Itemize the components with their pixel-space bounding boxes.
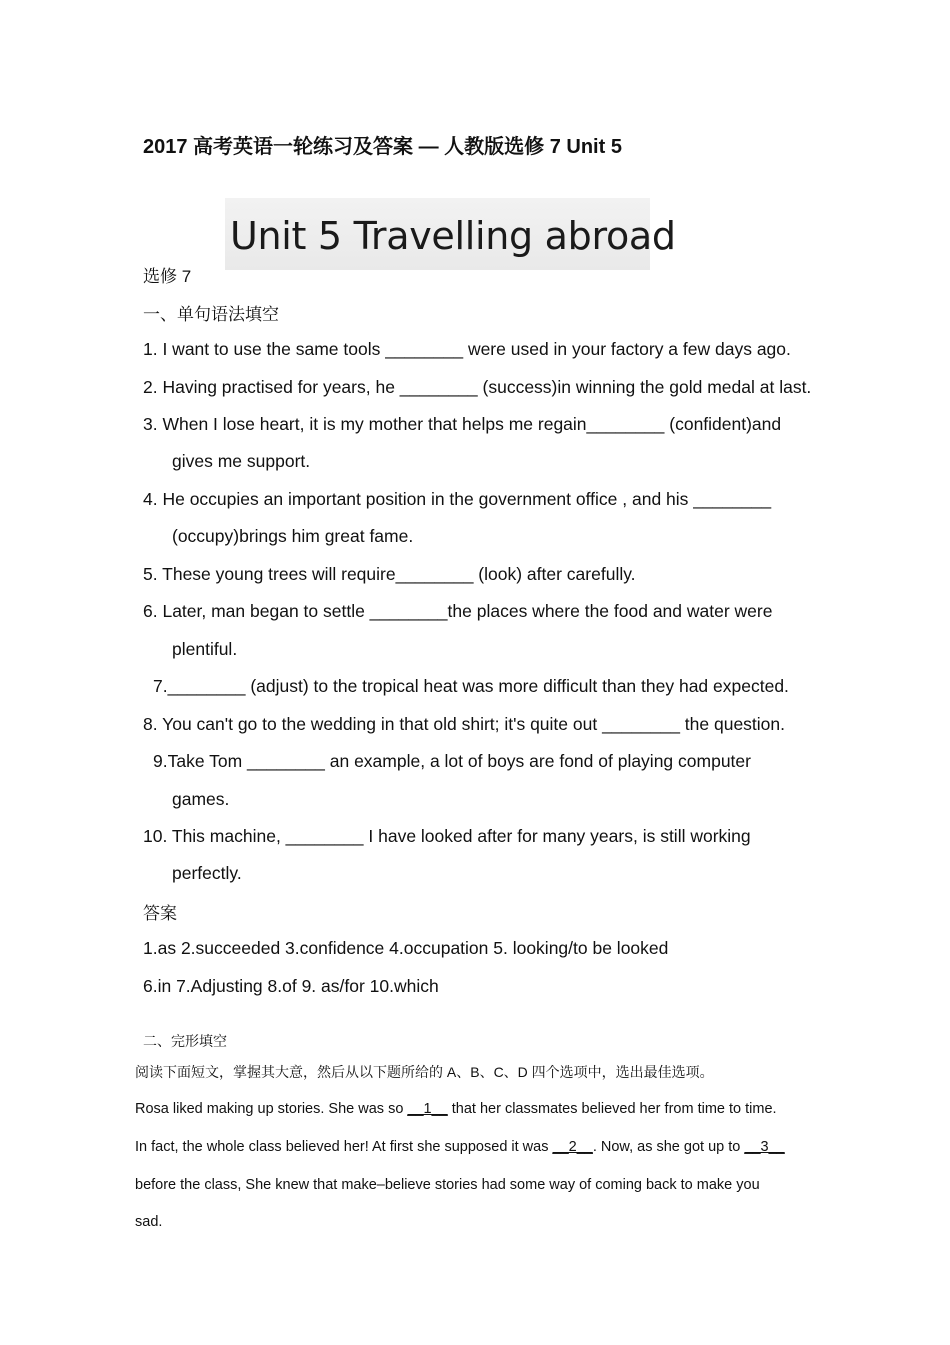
section1-heading: 一、单句语法填空 <box>143 305 279 324</box>
passage-line-4: sad. <box>135 1214 163 1230</box>
cloze-instruction: 阅读下面短文，掌握其大意，然后从以下题所给的 A、B、C、D 四个选项中，选出最佳选项。 <box>135 1064 714 1080</box>
passage-line-3: before the class, She knew that make–believe stories had some way of coming back to make you <box>135 1177 760 1193</box>
module-label: 选修 7 <box>143 267 192 286</box>
unit-banner <box>225 198 676 270</box>
answers-heading: 答案 <box>143 904 177 923</box>
passage-text: . Now, as she got up to <box>592 1139 745 1155</box>
passage-text: that her classmates believed her from time to time. <box>447 1101 777 1117</box>
blank-3: __3__ <box>744 1139 785 1155</box>
passage-line-1 <box>135 1101 777 1117</box>
question-7: 7.________ (adjust) to the tropical heat was more difficult than they had expected. <box>153 676 789 696</box>
question-5: 5. These young trees will require________ (look) after carefully. <box>143 564 636 584</box>
section2-heading: 二、完形填空 <box>143 1033 227 1049</box>
question-10-cont: perfectly. <box>172 863 242 883</box>
answers-line-2: 6.in 7.Adjusting 8.of 9. as/for 10.which <box>143 976 439 996</box>
blank-1: __1__ <box>407 1101 448 1117</box>
passage-text: Rosa liked making up stories. She was so <box>135 1101 408 1117</box>
question-8: 8. You can't go to the wedding in that old shirt; it's quite out ________ the question. <box>143 714 786 734</box>
question-9: 9.Take Tom ________ an example, a lot of boys are fond of playing computer <box>153 751 751 771</box>
question-3-cont: gives me support. <box>172 451 311 471</box>
question-6: 6. Later, man began to settle ________the places where the food and water were <box>143 601 773 621</box>
question-1: 1. I want to use the same tools ________ were used in your factory a few days ago. <box>143 339 791 359</box>
question-4-cont: (occupy)brings him great fame. <box>172 526 414 546</box>
passage-line-2 <box>135 1139 785 1155</box>
document-title: 2017 高考英语一轮练习及答案 — 人教版选修 7 Unit 5 <box>143 136 622 158</box>
question-6-cont: plentiful. <box>172 639 238 659</box>
question-10: 10. This machine, ________ I have looked after for many years, is still working <box>143 826 751 846</box>
blank-2: __2__ <box>552 1139 593 1155</box>
question-2: 2. Having practised for years, he ________ (success)in winning the gold medal at last. <box>143 377 812 397</box>
question-3: 3. When I lose heart, it is my mother that helps me regain________ (confident)and <box>143 414 782 434</box>
question-9-cont: games. <box>172 789 230 809</box>
passage-text: In fact, the whole class believed her! At first she supposed it was <box>135 1139 553 1155</box>
banner-text: Unit 5 Travelling abroad <box>230 214 676 258</box>
answers-line-1: 1.as 2.succeeded 3.confidence 4.occupation 5. looking/to be looked <box>143 938 669 958</box>
question-4: 4. He occupies an important position in the government office , and his ________ <box>143 489 772 509</box>
